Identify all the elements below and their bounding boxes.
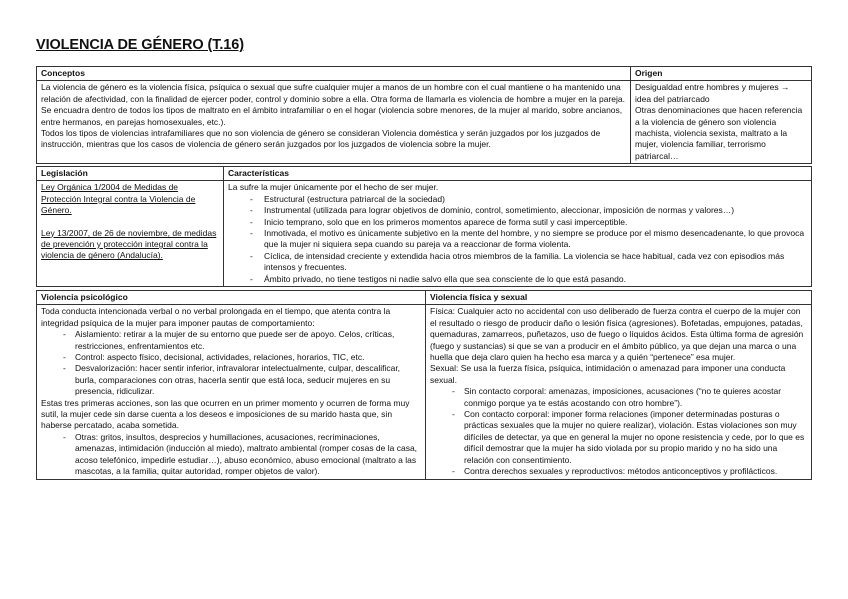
list-item: - Desvalorización: hacer sentir inferior, infravalorar intelectualmente, culpar, descalificar, burla, comparaciones con otras, hacerla sentir que está loca, seducir mujeres en su presencia, ridiculizar. — [63, 363, 421, 397]
fisica-header: Violencia física y sexual — [426, 291, 812, 305]
page-title: VIOLENCIA DE GÉNERO (T.16) — [36, 37, 244, 53]
caracteristicas-intro: La sufre la mujer únicamente por el hecho de ser mujer. — [228, 182, 439, 193]
conceptos-header: Conceptos — [37, 67, 631, 81]
origen-cell — [631, 81, 812, 164]
conceptos-paragraph: La violencia de género es la violencia física, psíquica o sexual que sufre cualquier mujer a manos de un hombre con el cual mantiene o ha mantenido una relación de afectividad, con la finalidad de ejercer poder, control y dominio sobre a ella. Otra forma de llamarla es violencia de hombre a mujer en la pareja. — [41, 82, 625, 104]
sexual-list — [430, 386, 807, 477]
list-item: - Ámbito privado, no tiene testigos ni nadie salvo ella que sea consciente de lo que está pasando. — [250, 274, 807, 285]
legislacion-caracteristicas-table — [36, 166, 812, 287]
fisica-paragraph: Física: Cualquier acto no accidental con uso deliberado de fuerza contra el cuerpo de la mujer con el resultado o riesgo de producir daño o lesión física (agresiones). Bofetadas, empujones, patadas, quemaduras, zamarreos, puñetazos, uso de fuego o líquidos ácidos. Esta última forma de agresión (fuego y sustancias) si que se van a producir en el ámbito público, ya que dejan una marca o una huella que deja claro quien ha hecho esa marca y a quién “pertenece” esa mujer. — [430, 306, 804, 363]
origen-header: Origen — [631, 67, 812, 81]
list-item: - Control: aspecto físico, decisional, actividades, relaciones, horarios, TIC, etc. — [63, 352, 421, 363]
caracteristicas-list — [228, 194, 807, 285]
conceptos-paragraph: Todos los tipos de violencias intrafamiliares que no son violencia de género se consideran Violencia doméstica y serán juzgados por los juzgados de instrucción, mientras que los casos de violencia de género serán juzgados por los juzgados de violencia sobre la mujer. — [41, 128, 601, 150]
conceptos-origen-table — [36, 66, 812, 164]
psicologico-list — [41, 329, 421, 397]
origen-paragraph: Otras denominaciones que hacen referencia a la violencia de género son violencia machista, violencia sexista, maltrato a la mujer, violencia familiar, terrorismo patriarcal… — [635, 105, 803, 161]
psicologico-intro: Toda conducta intencionada verbal o no verbal prolongada en el tiempo, que atenta contra la integridad psíquica de la mujer para imponer pautas de comportamiento: — [41, 306, 391, 328]
violencia-types-table — [36, 290, 812, 480]
psicologico-header: Violencia psicológico — [37, 291, 426, 305]
list-item: - Instrumental (utilizada para lograr objetivos de dominio, control, sometimiento, aleccionar, imposición de normas y valores…) — [250, 205, 807, 216]
conceptos-paragraph: Se encuadra dentro de todos los tipos de maltrato en el ámbito intrafamiliar o en el hogar (violencia sobre menores, de la mujer al marido, sobre ancianos, entre hermanos, en parejas homosexuales, etc.). — [41, 105, 623, 127]
list-item: - Contra derechos sexuales y reproductivos: métodos anticonceptivos y profilácticos. — [452, 466, 807, 477]
list-item: - Sin contacto corporal: amenazas, imposiciones, acusaciones (“no te quieres acostar conmigo porque ya te estás acostando con otro hombre”). — [452, 386, 807, 409]
list-item: - Otras: gritos, insultos, desprecios y humillaciones, acusaciones, recriminaciones, amenazas, intimidación (inducción al miedo), maltrato ambiental (romper cosas de la casa, acoso telefónico, impedirle estudiar…), abuso económico, abuso emocional (maltrato a las mascotas, a la familia, quitar autoridad, romper objetos de valor). — [63, 432, 421, 478]
psicologico-list-2 — [41, 432, 421, 478]
list-item: - Cíclica, de intensidad creciente y extendida hacia otros miembros de la familia. La violencia se hace habitual, cada vez con episodios más intensos y frecuentes. — [250, 251, 807, 274]
list-item: - Inmotivada, el motivo es únicamente subjetivo en la mente del hombre, y no siempre se produce por el mismo desencadenante, lo que provoca que la mujer ni siquiera sepa cuando su pareja va a reaccionar de forma violenta. — [250, 228, 807, 251]
legislacion-cell — [37, 181, 224, 287]
conceptos-cell — [37, 81, 631, 164]
list-item: - Estructural (estructura patriarcal de la sociedad) — [250, 194, 807, 205]
origen-paragraph: Desigualdad entre hombres y mujeres → idea del patriarcado — [635, 82, 790, 104]
law-link[interactable]: Ley Orgánica 1/2004 de Medidas de Protección Integral contra la Violencia de Género. — [41, 182, 196, 216]
psicologico-middle: Estas tres primeras acciones, son las que ocurren en un primer momento y ocurren de forma muy sutil, la mujer cede sin darse cuenta a los deseos e imposiciones de su marido hasta que, sin haberse percatado, acaba sometida. — [41, 397, 410, 431]
caracteristicas-cell — [224, 181, 812, 287]
law-link[interactable]: Ley 13/2007, de 26 de noviembre, de medidas de prevención y protección integral contra la violencia de género (Andalucía). — [41, 227, 217, 261]
legislacion-header: Legislación — [37, 167, 224, 181]
list-item: - Aislamiento: retirar a la mujer de su entorno que puede ser de apoyo. Celos, críticas, restricciones, enfrentamientos etc. — [63, 329, 421, 352]
psicologico-cell — [37, 305, 426, 479]
list-item: - Inicio temprano, solo que en los primeros momentos aparece de forma sutil y casi imperceptible. — [250, 217, 807, 228]
caracteristicas-header: Características — [224, 167, 812, 181]
fisica-cell — [426, 305, 812, 479]
list-item: - Con contacto corporal: imponer forma relaciones (imponer determinadas posturas o prácticas sexuales que la mujer no quiere realizar), violación. Estas violaciones son muy difíciles de detectar, ya que en general la mujer no opone resistencia y cede, por lo que es difícil demostrar que la mujer ha sido violada por su propio marido y no ha sido una relación con consentimiento. — [452, 409, 807, 466]
sexual-paragraph: Sexual: Se usa la fuerza física, psíquica, intimidación o amenazad para imponer una conducta sexual. — [430, 363, 786, 385]
